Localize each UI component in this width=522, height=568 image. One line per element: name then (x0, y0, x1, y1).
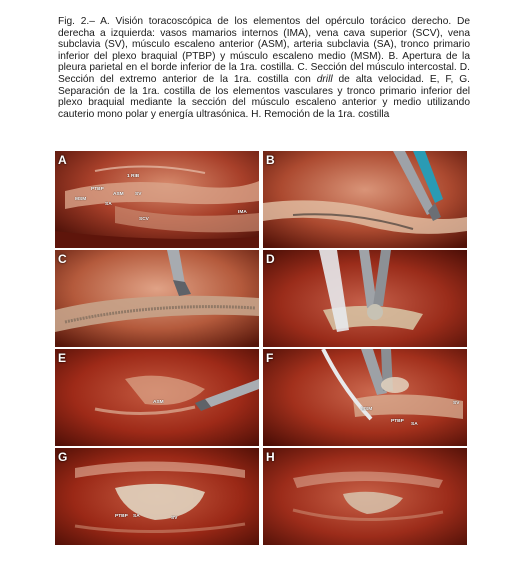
panel-f (263, 349, 467, 446)
panel-a-label-scv: SCV (139, 217, 149, 222)
panel-a-label-asm: ASM (113, 192, 124, 197)
panel-a-label-ptbp: PTBP (91, 187, 104, 192)
panel-a-label-msm: MSM (75, 197, 87, 202)
panel-a-label-sa: SA (105, 202, 112, 207)
panel-e-label-asm: ASM (153, 400, 164, 405)
panel-c (55, 250, 259, 347)
panel-b (263, 151, 467, 248)
panel-a (55, 151, 259, 248)
panel-f-label-sa: SA (411, 422, 418, 427)
panel-f-label-msm: MSM (361, 407, 373, 412)
panel-a-letter: A (58, 153, 67, 167)
panel-e-letter: E (58, 351, 67, 365)
panel-g-image (55, 448, 259, 545)
panel-f-label-ptbp: PTBP (391, 419, 404, 424)
caption-drill: drill (316, 73, 333, 85)
panel-d-letter: D (266, 252, 275, 266)
panel-a-label-sv: SV (135, 192, 142, 197)
panel-g-label-sa: SA (133, 514, 140, 519)
panel-d (263, 250, 467, 347)
panel-b-letter: B (266, 153, 275, 167)
panel-e (55, 349, 259, 446)
panel-a-label-1rib: 1 RIB (127, 174, 140, 179)
panel-h-letter: H (266, 450, 275, 464)
panel-d-image (263, 250, 467, 347)
panel-e-image (55, 349, 259, 446)
panel-c-letter: C (58, 252, 67, 266)
panel-f-image (263, 349, 467, 446)
panel-c-image (55, 250, 259, 347)
panel-f-letter: F (266, 351, 274, 365)
panel-a-label-ima: IMA (238, 210, 247, 215)
panel-h (263, 448, 467, 545)
panel-h-image (263, 448, 467, 545)
caption-text-2: de alta velocidad. E, F, G. Separación de la 1ra. costilla de los elementos vasculares y tronco primario inferior del plexo braquial mediante la sección del músculo escaleno anterior y medio utilizando cauterio mono polar y energía ultrasónica. H. Remoción de la 1ra. costilla (58, 73, 470, 120)
panel-b-image (263, 151, 467, 248)
panel-g-label-sv: SV (171, 516, 178, 521)
caption-text-1: Fig. 2.– A. Visión toracoscópica de los elementos del opérculo torácico derecho. De derecha a izquierda: vasos mamarios internos (IMA), vena cava superior (SCV), vena subclavia (SV), músculo escaleno anterior (ASM), arteria subclavia (SA), tronco primario inferior del plexo braquial (PTBP) y músculo escaleno medio (MSM). B. Apertura de la pleura parietal en el borde inferior de la 1ra. costilla. C. Sección del músculo intercostal. D. Sección del extremo anterior de la 1ra. costilla con (58, 16, 470, 85)
panel-g-letter: G (58, 450, 68, 464)
panel-g (55, 448, 259, 545)
panel-g-label-ptbp: PTBP (115, 514, 128, 519)
panel-f-label-sv: SV (453, 401, 460, 406)
